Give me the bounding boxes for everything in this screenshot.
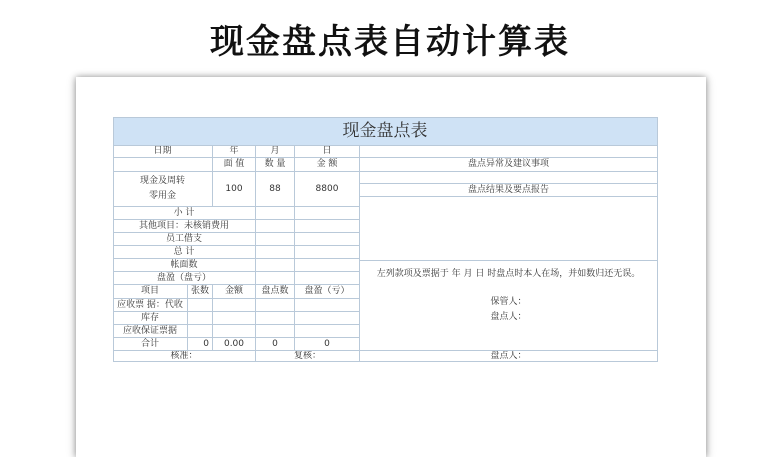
total-label: 总 计 [113,246,256,259]
anomalies-area[interactable] [360,172,658,184]
surplus-deficit-quantity[interactable] [256,272,295,285]
notes-row-amount[interactable] [213,325,256,338]
notes-total-counted: 0 [256,338,295,351]
year-label: 年 [213,146,256,158]
surplus-deficit-label: 盘盈（盘亏） [113,272,256,285]
face-value-header: 面 值 [213,158,256,172]
sheet-title: 现金盘点表 [113,117,658,146]
subtotal-amount[interactable] [295,207,360,220]
notes-total-count: 0 [188,338,213,351]
quantity-header: 数 量 [256,158,295,172]
surplus-deficit-amount[interactable] [295,272,360,285]
employee-loan-quantity[interactable] [256,233,295,246]
notes-row-counted[interactable] [256,312,295,325]
day-label: 日 [295,146,360,158]
petty-cash-label [113,172,213,207]
notes-row-count[interactable] [188,325,213,338]
results-header: 盘点结果及要点报告 [360,184,658,197]
employee-loan-amount[interactable] [295,233,360,246]
book-count-quantity[interactable] [256,259,295,272]
notes-header-count: 张数 [188,285,213,299]
blank-cell [113,158,213,172]
notes-row-diff[interactable] [295,299,360,312]
month-label: 月 [256,146,295,158]
notes-header-diff: 盘盈（亏） [295,285,360,299]
spreadsheet-sheet [76,77,706,457]
notes-row-diff[interactable] [295,325,360,338]
statement-block [360,261,658,351]
notes-row-diff[interactable] [295,312,360,325]
total-quantity[interactable] [256,246,295,259]
petty-cash-amount[interactable]: 8800 [295,172,360,207]
total-amount[interactable] [295,246,360,259]
petty-cash-quantity[interactable]: 88 [256,172,295,207]
cash-count-table [113,117,658,362]
date-label: 日期 [113,146,213,158]
notes-row-item: 应收保证票据 [113,325,188,338]
notes-row-count[interactable] [188,312,213,325]
notes-row-count[interactable] [188,299,213,312]
employee-loan-label: 员工借支 [113,233,256,246]
statement-text: 左列款项及票据于 年 月 日 时盘点时本人在场，并如数归还无误。 [376,269,641,279]
notes-row-item: 库存 [113,312,188,325]
notes-total-item: 合计 [113,338,188,351]
book-count-amount[interactable] [295,259,360,272]
book-count-label: 帐面数 [113,259,256,272]
footer-approve: 核准： [113,351,256,362]
anomalies-header: 盘点异常及建议事项 [360,158,658,172]
amount-header: 金 额 [295,158,360,172]
notes-row-counted[interactable] [256,325,295,338]
notes-total-diff: 0 [295,338,360,351]
petty-cash-label-line2: 零用金 [148,191,176,201]
page-banner [0,0,780,75]
notes-total-amount: 0.00 [213,338,256,351]
counter-label: 盘点人： [490,312,527,322]
notes-header-item: 项目 [113,285,188,299]
notes-row-counted[interactable] [256,299,295,312]
footer-counter: 盘点人： [360,351,658,362]
subtotal-label: 小 计 [113,207,256,220]
results-area[interactable] [360,197,658,261]
right-blank-top [360,146,658,158]
custodian-label: 保管人： [490,297,527,307]
notes-row-item: 应收票 据：代收 [113,299,188,312]
notes-header-counted: 盘点数 [256,285,295,299]
other-items-quantity[interactable] [256,220,295,233]
notes-row-amount[interactable] [213,312,256,325]
other-items-label: 其他项目：未核销费用 [113,220,256,233]
notes-header-amount: 金额 [213,285,256,299]
footer-review: 复核： [256,351,360,362]
petty-cash-face-value[interactable]: 100 [213,172,256,207]
other-items-amount[interactable] [295,220,360,233]
subtotal-quantity[interactable] [256,207,295,220]
page-title: 现金盘点表自动计算表 [210,22,570,62]
notes-row-amount[interactable] [213,299,256,312]
petty-cash-label-line1: 现金及周转 [139,176,185,186]
